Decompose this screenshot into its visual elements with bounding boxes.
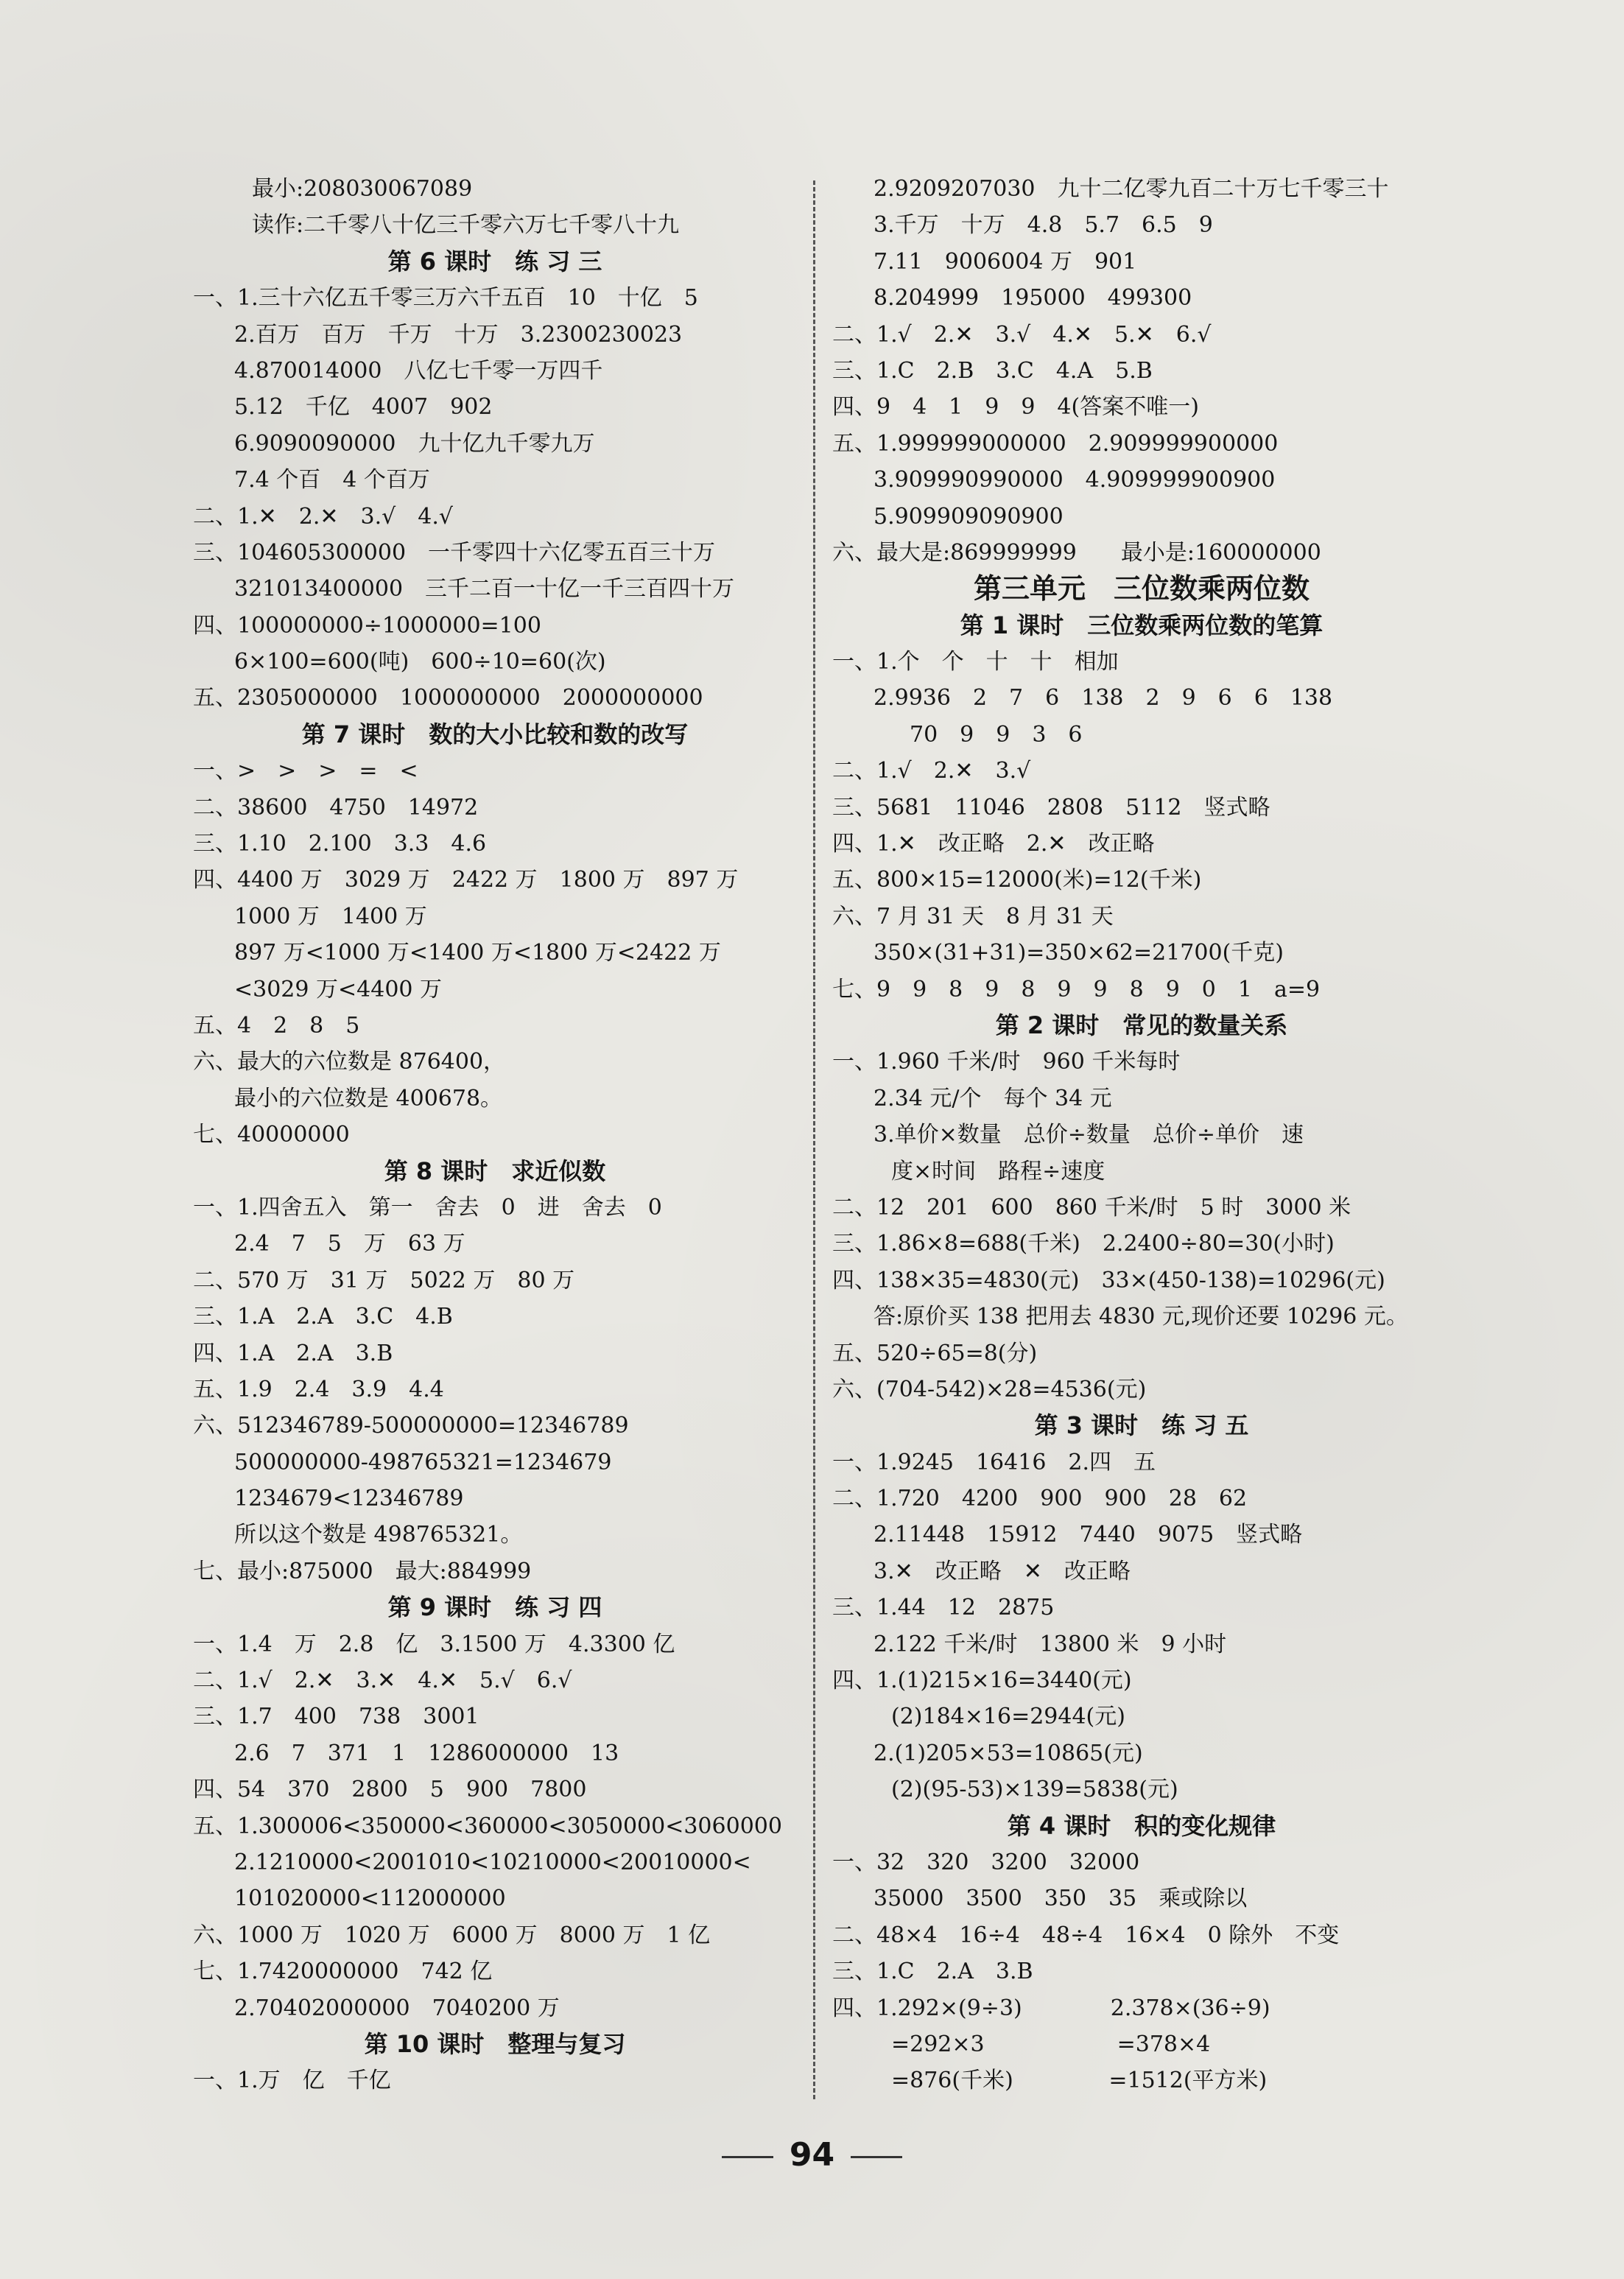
answer-line: 二、570 万 31 万 5022 万 80 万 (193, 1267, 575, 1293)
answer-line: 五、1.9 2.4 3.9 4.4 (193, 1376, 444, 1402)
answer-line: 321013400000 三千二百一十亿一千三百四十万 (234, 576, 735, 603)
answer-line: 最小的六位数是 400678。 (234, 1085, 503, 1112)
answer-line: 四、54 370 2800 5 900 7800 (193, 1777, 587, 1803)
answer-line: 四、138×35=4830(元) 33×(450-138)=10296(元) (832, 1267, 1385, 1293)
answer-line: 二、1.√ 2.✕ 3.√ (832, 758, 1031, 784)
answer-line: 四、9 4 1 9 9 4(答案不唯一) (832, 394, 1199, 421)
answer-line: 六、512346789-500000000=12346789 (193, 1413, 629, 1439)
answer-line: 一、1.四舍五入 第一 舍去 0 进 舍去 0 (193, 1194, 662, 1221)
answer-line: 四、4400 万 3029 万 2422 万 1800 万 897 万 (193, 867, 739, 893)
answer-line: 一、1.三十六亿五千零三万六千五百 10 十亿 5 (193, 285, 698, 312)
section-heading: 第 10 课时 整理与复习 (364, 2029, 626, 2058)
answer-line: 2.6 7 371 1 1286000000 13 (234, 1740, 619, 1766)
answer-line: 5.909909090900 (873, 503, 1064, 530)
answer-line: <3029 万<4400 万 (234, 976, 443, 1002)
answer-line: 三、1.A 2.A 3.C 4.B (193, 1304, 453, 1330)
answer-line: 二、1.√ 2.✕ 3.√ 4.✕ 5.✕ 6.√ (832, 321, 1212, 348)
answer-line: 六、1000 万 1020 万 6000 万 8000 万 1 亿 (193, 1922, 711, 1948)
answer-line: 三、5681 11046 2808 5112 竖式略 (832, 794, 1270, 821)
section-heading: 第 7 课时 数的大小比较和数的改写 (301, 720, 689, 748)
answer-line: 35000 3500 350 35 乘或除以 (873, 1886, 1248, 1912)
answer-line: 三、1.7 400 738 3001 (193, 1704, 479, 1730)
answer-line: 7.4 个百 4 个百万 (234, 467, 430, 494)
answer-line: 2.1210000<2001010<10210000<20010000< (234, 1849, 751, 1875)
answer-line: 2.百万 百万 千万 十万 3.2300230023 (234, 321, 683, 348)
answer-line: 8.204999 195000 499300 (873, 285, 1192, 312)
answer-line: 四、1.✕ 改正略 2.✕ 改正略 (832, 831, 1155, 857)
answer-line: 三、104605300000 一千零四十六亿零五百三十万 (193, 539, 716, 566)
answer-line: 四、1.A 2.A 3.B (193, 1340, 393, 1366)
answer-line: 101020000<112000000 (234, 1886, 506, 1912)
page-number (0, 2136, 1624, 2174)
answer-line: 二、48×4 16÷4 48÷4 16×4 0 除外 不变 (832, 1922, 1340, 1948)
answer-line: 七、9 9 8 9 8 9 9 8 9 0 1 a=9 (832, 976, 1321, 1002)
answer-line: 一、1.960 千米/时 960 千米每时 (832, 1049, 1181, 1075)
section-heading: 第 9 课时 练 习 四 (387, 1593, 602, 1622)
answer-line: 2.34 元/个 每个 34 元 (873, 1085, 1112, 1112)
answer-line: 一、1.4 万 2.8 亿 3.1500 万 4.3300 亿 (193, 1631, 675, 1657)
answer-line: 2.9936 2 7 6 138 2 9 6 6 138 (873, 685, 1333, 712)
answer-line: (2)184×16=2944(元) (891, 1704, 1125, 1730)
answer-line: 2.11448 15912 7440 9075 竖式略 (873, 1522, 1303, 1548)
answer-line: 3.✕ 改正略 ✕ 改正略 (873, 1558, 1131, 1584)
answer-line: 7.11 9006004 万 901 (873, 248, 1137, 275)
answer-line: 七、最小:875000 最大:884999 (193, 1558, 532, 1584)
answer-line: 2.4 7 5 万 63 万 (234, 1231, 465, 1257)
section-heading: 第 2 课时 常见的数量关系 (995, 1011, 1288, 1039)
answer-line: 500000000-498765321=1234679 (234, 1449, 612, 1475)
answer-line: 四、1.(1)215×16=3440(元) (832, 1668, 1132, 1694)
answer-line: 所以这个数是 498765321。 (234, 1522, 523, 1548)
answer-line: =292×3 =378×4 (891, 2031, 1211, 2057)
answer-line: 2.70402000000 7040200 万 (234, 1995, 560, 2021)
answer-line: 读作:二千零八十亿三千零六万七千零八十九 (252, 212, 680, 239)
answer-line: 六、(704-542)×28=4536(元) (832, 1376, 1147, 1402)
answer-line: 3.909990990000 4.909999900900 (873, 467, 1276, 494)
answer-line: 二、1.√ 2.✕ 3.✕ 4.✕ 5.√ 6.√ (193, 1668, 572, 1694)
answer-line: 五、1.999999000000 2.909999900000 (832, 430, 1279, 457)
answer-line: 2.122 千米/时 13800 米 9 小时 (873, 1631, 1227, 1657)
answer-line: =876(千米) =1512(平方米) (891, 2068, 1268, 2094)
answer-line: 3.千万 十万 4.8 5.7 6.5 9 (873, 212, 1213, 239)
section-heading: 第 1 课时 三位数乘两位数的笔算 (960, 611, 1324, 639)
answer-line: 一、1.个 个 十 十 相加 (832, 649, 1119, 675)
answer-line: 3.单价×数量 总价÷数量 总价÷单价 速 (873, 1122, 1304, 1148)
section-heading: 第 3 课时 练 习 五 (1034, 1411, 1249, 1440)
section-heading: 第 6 课时 练 习 三 (387, 247, 602, 275)
answer-line: 5.12 千亿 4007 902 (234, 394, 493, 421)
answer-line: 三、1.C 2.A 3.B (832, 1959, 1033, 1985)
answer-line: 六、最大是:869999999 最小是:160000000 (832, 539, 1321, 566)
answer-line: 六、最大的六位数是 876400， (193, 1049, 506, 1075)
answer-line: 一、> > > = < (193, 758, 418, 784)
answer-line: 三、1.10 2.100 3.3 4.6 (193, 831, 487, 857)
answer-line: 三、1.C 2.B 3.C 4.A 5.B (832, 357, 1153, 384)
answer-line: 四、100000000÷1000000=100 (193, 612, 541, 639)
answer-line: 一、32 320 3200 32000 (832, 1849, 1140, 1875)
answer-line: 三、1.86×8=688(千米) 2.2400÷80=30(小时) (832, 1231, 1335, 1257)
answer-line: 一、1.9245 16416 2.四 五 (832, 1449, 1156, 1475)
answer-line: 4.870014000 八亿七千零一万四千 (234, 357, 603, 384)
answer-line: 二、1.✕ 2.✕ 3.√ 4.√ (193, 503, 453, 530)
page-number-text: 94 (789, 2136, 835, 2174)
answer-line: 2.9209207030 九十二亿零九百二十万七千零三十 (873, 176, 1389, 202)
answer-line: 6.9090090000 九十亿九千零九万 (234, 430, 595, 457)
section-heading: 第三单元 三位数乘两位数 (973, 572, 1310, 605)
answer-line: 2.(1)205×53=10865(元) (873, 1740, 1143, 1766)
answer-line: 答:原价买 138 把用去 4830 元,现价还要 10296 元。 (873, 1304, 1408, 1330)
answer-line: 三、1.44 12 2875 (832, 1595, 1055, 1621)
column-divider (813, 180, 815, 2099)
page-number-left-dash (722, 2156, 773, 2158)
answer-line: 六、7 月 31 天 8 月 31 天 (832, 903, 1114, 930)
section-heading: 第 4 课时 积的变化规律 (1007, 1811, 1276, 1840)
answer-line: 350×(31+31)=350×62=21700(千克) (873, 940, 1284, 966)
page-number-right-dash (851, 2156, 902, 2158)
answer-line: 五、4 2 8 5 (193, 1012, 360, 1039)
answer-line: 五、800×15=12000(米)=12(千米) (832, 867, 1202, 893)
section-heading: 第 8 课时 求近似数 (384, 1156, 606, 1185)
answer-line: 七、40000000 (193, 1122, 350, 1148)
answer-line: 二、1.720 4200 900 900 28 62 (832, 1486, 1248, 1512)
answer-line: 二、38600 4750 14972 (193, 794, 479, 821)
answer-line: 70 9 9 3 6 (910, 721, 1083, 748)
answer-line: 五、1.300006<350000<360000<3050000<3060000 (193, 1813, 782, 1839)
answer-line: 七、1.7420000000 742 亿 (193, 1959, 493, 1985)
answer-line: 6×100=600(吨) 600÷10=60(次) (234, 649, 606, 675)
answer-line: 五、2305000000 1000000000 2000000000 (193, 685, 703, 712)
answer-line: 1234679<12346789 (234, 1486, 464, 1512)
answer-line: 四、1.292×(9÷3) 2.378×(36÷9) (832, 1995, 1270, 2021)
left-column (193, 171, 797, 2099)
answer-line: 最小:208030067089 (252, 176, 473, 202)
answer-line: 一、1.万 亿 千亿 (193, 2068, 391, 2094)
answer-line: (2)(95-53)×139=5838(元) (891, 1777, 1178, 1803)
right-column (832, 171, 1451, 2099)
answer-line: 二、12 201 600 860 千米/时 5 时 3000 米 (832, 1194, 1351, 1221)
answer-line: 度×时间 路程÷速度 (891, 1158, 1105, 1184)
answer-line: 1000 万 1400 万 (234, 903, 427, 930)
answer-line: 897 万<1000 万<1400 万<1800 万<2422 万 (234, 940, 721, 966)
answer-line: 五、520÷65=8(分) (832, 1340, 1038, 1366)
